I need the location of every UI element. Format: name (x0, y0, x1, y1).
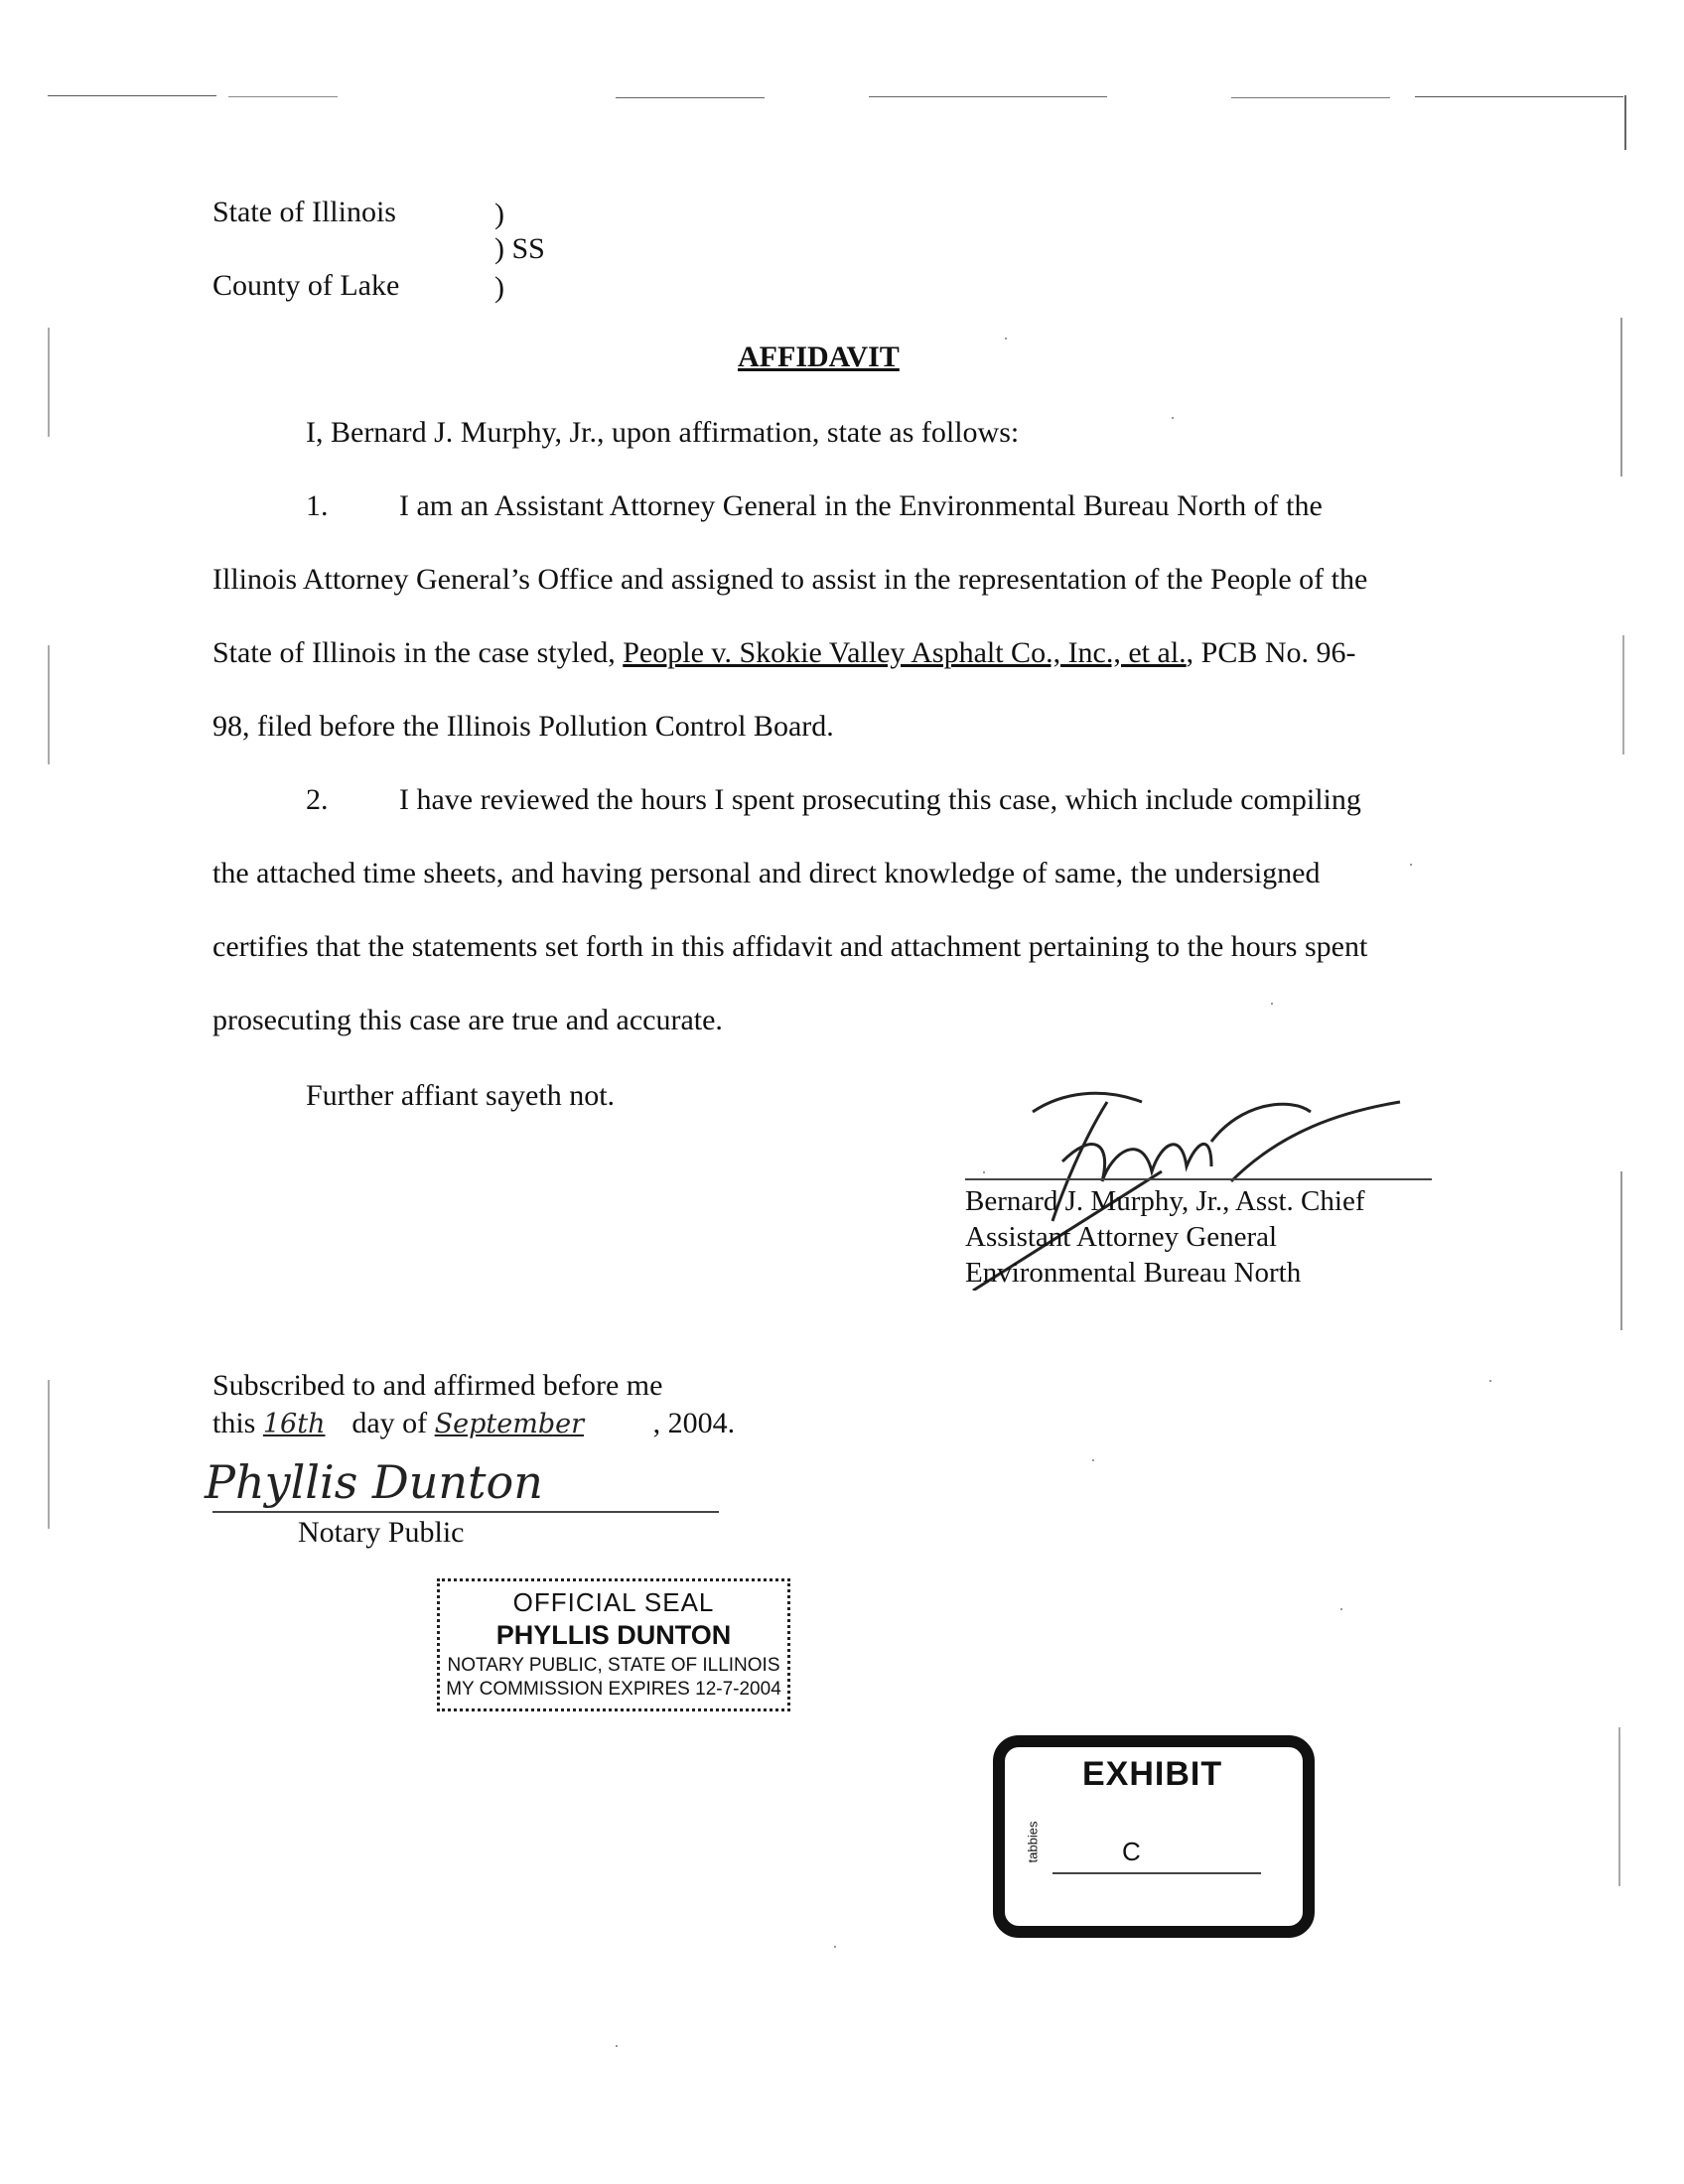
scan-mark-top-6 (1415, 96, 1623, 97)
scan-speck (1005, 338, 1007, 340)
venue-state: State of Illinois (212, 196, 396, 228)
notary-subscribed: Subscribed to and affirmed before me (212, 1369, 663, 1402)
notary-title: Notary Public (298, 1516, 465, 1549)
notary-signature-handwritten: Phyllis Dunton (205, 1455, 543, 1509)
para1-line1: I am an Assistant Attorney General in the Environmental Bureau North of the (399, 489, 1323, 522)
notary-month-handwritten: September (434, 1409, 585, 1439)
exhibit-sticker (993, 1735, 1315, 1938)
notary-year: , 2004. (652, 1407, 736, 1439)
closing-statement: Further affiant sayeth not. (306, 1079, 616, 1112)
seal-name: PHYLLIS DUNTON (495, 1620, 732, 1650)
venue-paren-2: ) (494, 271, 504, 304)
scan-mark-right-1 (1624, 95, 1626, 150)
para1-line3-pre: State of Illinois in the case styled, (212, 636, 624, 669)
para2-line1: I have reviewed the hours I spent prosecuting this case, which include compiling (399, 783, 1361, 816)
para2-number: 2. (306, 783, 329, 816)
para1-line2: Illinois Attorney General’s Office and assigned to assist in the representation of the People of the (212, 563, 1368, 596)
para1-number: 1. (306, 489, 329, 522)
scan-mark-top-3 (616, 97, 765, 98)
exhibit-label: EXHIBIT (1082, 1755, 1223, 1793)
notary-seal (437, 1578, 790, 1711)
scan-speck (834, 1946, 836, 1948)
notary-day-handwritten: 16th (262, 1409, 326, 1439)
notary-this-label: this (212, 1407, 256, 1439)
intro-statement: I, Bernard J. Murphy, Jr., upon affirmation, state as follows: (306, 416, 1020, 449)
scan-mark-top-1 (48, 95, 216, 96)
scan-speck (1410, 864, 1412, 866)
para2-line3: certifies that the statements set forth in this affidavit and attachment pertaining to the hours spent (212, 930, 1368, 963)
scan-mark-left-2 (48, 645, 50, 764)
exhibit-line (1052, 1872, 1261, 1874)
exhibit-letter: C (1122, 1837, 1141, 1866)
scan-speck (1092, 1459, 1094, 1461)
scan-mark-right-3 (1622, 635, 1624, 754)
affiant-name: Bernard J. Murphy, Jr., Asst. Chief (965, 1185, 1365, 1217)
scan-speck (1271, 1003, 1273, 1005)
scan-mark-left-1 (48, 328, 50, 437)
seal-state: NOTARY PUBLIC, STATE OF ILLINOIS (447, 1655, 780, 1676)
scan-mark-left-3 (48, 1380, 50, 1529)
seal-expiry: MY COMMISSION EXPIRES 12-7-2004 (446, 1679, 781, 1700)
venue-ss: ) SS (494, 232, 545, 265)
scan-mark-top-2 (228, 96, 338, 97)
para1-line4: 98, filed before the Illinois Pollution Control Board. (212, 710, 834, 743)
exhibit-brand: tabbies (1025, 1821, 1041, 1863)
scan-mark-right-5 (1618, 1727, 1620, 1886)
affiant-title: Assistant Attorney General (965, 1221, 1278, 1253)
scan-speck (1340, 1608, 1342, 1610)
notary-day-of-label: day of (351, 1407, 428, 1439)
notary-signature-line (212, 1511, 719, 1513)
affiant-bureau: Environmental Bureau North (965, 1257, 1302, 1289)
scan-speck (1172, 417, 1174, 419)
para2-line4: prosecuting this case are true and accurate. (212, 1004, 723, 1036)
document-title: AFFIDAVIT (738, 341, 900, 373)
scan-mark-top-5 (1231, 97, 1390, 98)
scan-mark-right-4 (1620, 1171, 1622, 1330)
notary-date-line (212, 1406, 735, 1442)
venue-paren-1: ) (494, 198, 504, 230)
venue-county: County of Lake (212, 269, 400, 302)
para2-line2: the attached time sheets, and having personal and direct knowledge of same, the undersigned (212, 857, 1321, 889)
scan-speck (1489, 1380, 1491, 1382)
seal-heading: OFFICIAL SEAL (512, 1587, 715, 1617)
para1-line3 (212, 635, 1356, 671)
scan-mark-top-4 (869, 96, 1107, 97)
para1-line3-post: , PCB No. 96- (1186, 636, 1356, 669)
case-name: People v. Skokie Valley Asphalt Co., Inc., et al. (623, 636, 1187, 669)
scan-speck (616, 2045, 618, 2047)
scan-mark-right-2 (1620, 318, 1622, 477)
affiant-signature-line (965, 1178, 1432, 1180)
